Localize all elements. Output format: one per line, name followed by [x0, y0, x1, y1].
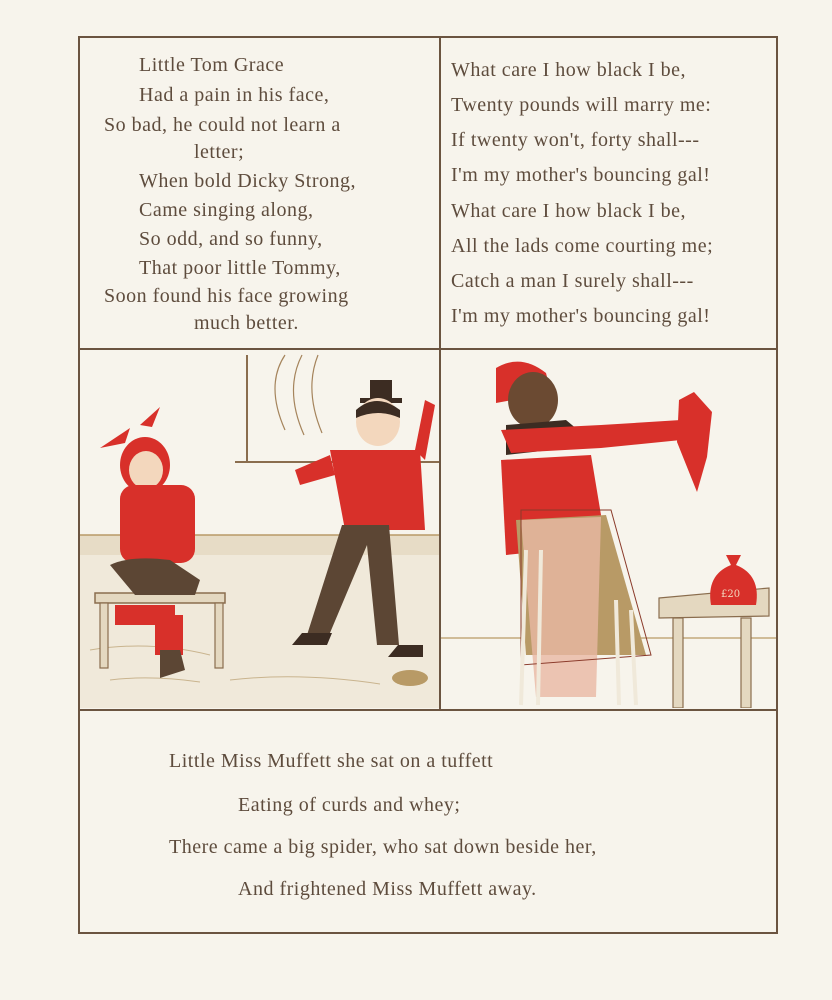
bag-label: £20: [721, 589, 741, 600]
poem-line: And frightened Miss Muffett away.: [238, 878, 537, 900]
poem-line: Little Tom Grace: [139, 54, 285, 76]
poem-line: That poor little Tommy,: [139, 257, 341, 279]
poem-line: Eating of curds and whey;: [238, 794, 461, 816]
poem-line: What care I how black I be,: [451, 200, 687, 222]
poem-line: What care I how black I be,: [451, 59, 687, 81]
poem-line: Little Miss Muffett she sat on a tuffett: [169, 750, 494, 772]
divider-horizontal-bottom: [78, 709, 778, 711]
boys-illustration: [80, 350, 439, 708]
poem-line: I'm my mother's bouncing gal!: [451, 164, 711, 186]
woman-illustration: [441, 350, 776, 708]
poem-line: So bad, he could not learn a: [104, 114, 341, 136]
poem-line: All the lads come courting me;: [451, 235, 714, 257]
poem-line: letter;: [194, 141, 245, 163]
poem-line: If twenty won't, forty shall---: [451, 129, 700, 151]
poem-line: Twenty pounds will marry me:: [451, 94, 712, 116]
poem-line: I'm my mother's bouncing gal!: [451, 305, 711, 327]
poem-line: When bold Dicky Strong,: [139, 170, 357, 192]
poem-line: Had a pain in his face,: [139, 84, 330, 106]
poem-line: There came a big spider, who sat down beside her,: [169, 836, 597, 858]
poem-line: Came singing along,: [139, 199, 314, 221]
poem-line: So odd, and so funny,: [139, 228, 323, 250]
poem-line: Catch a man I surely shall---: [451, 270, 694, 292]
poem-line: Soon found his face growing: [104, 285, 349, 307]
poem-line: much better.: [194, 312, 299, 334]
